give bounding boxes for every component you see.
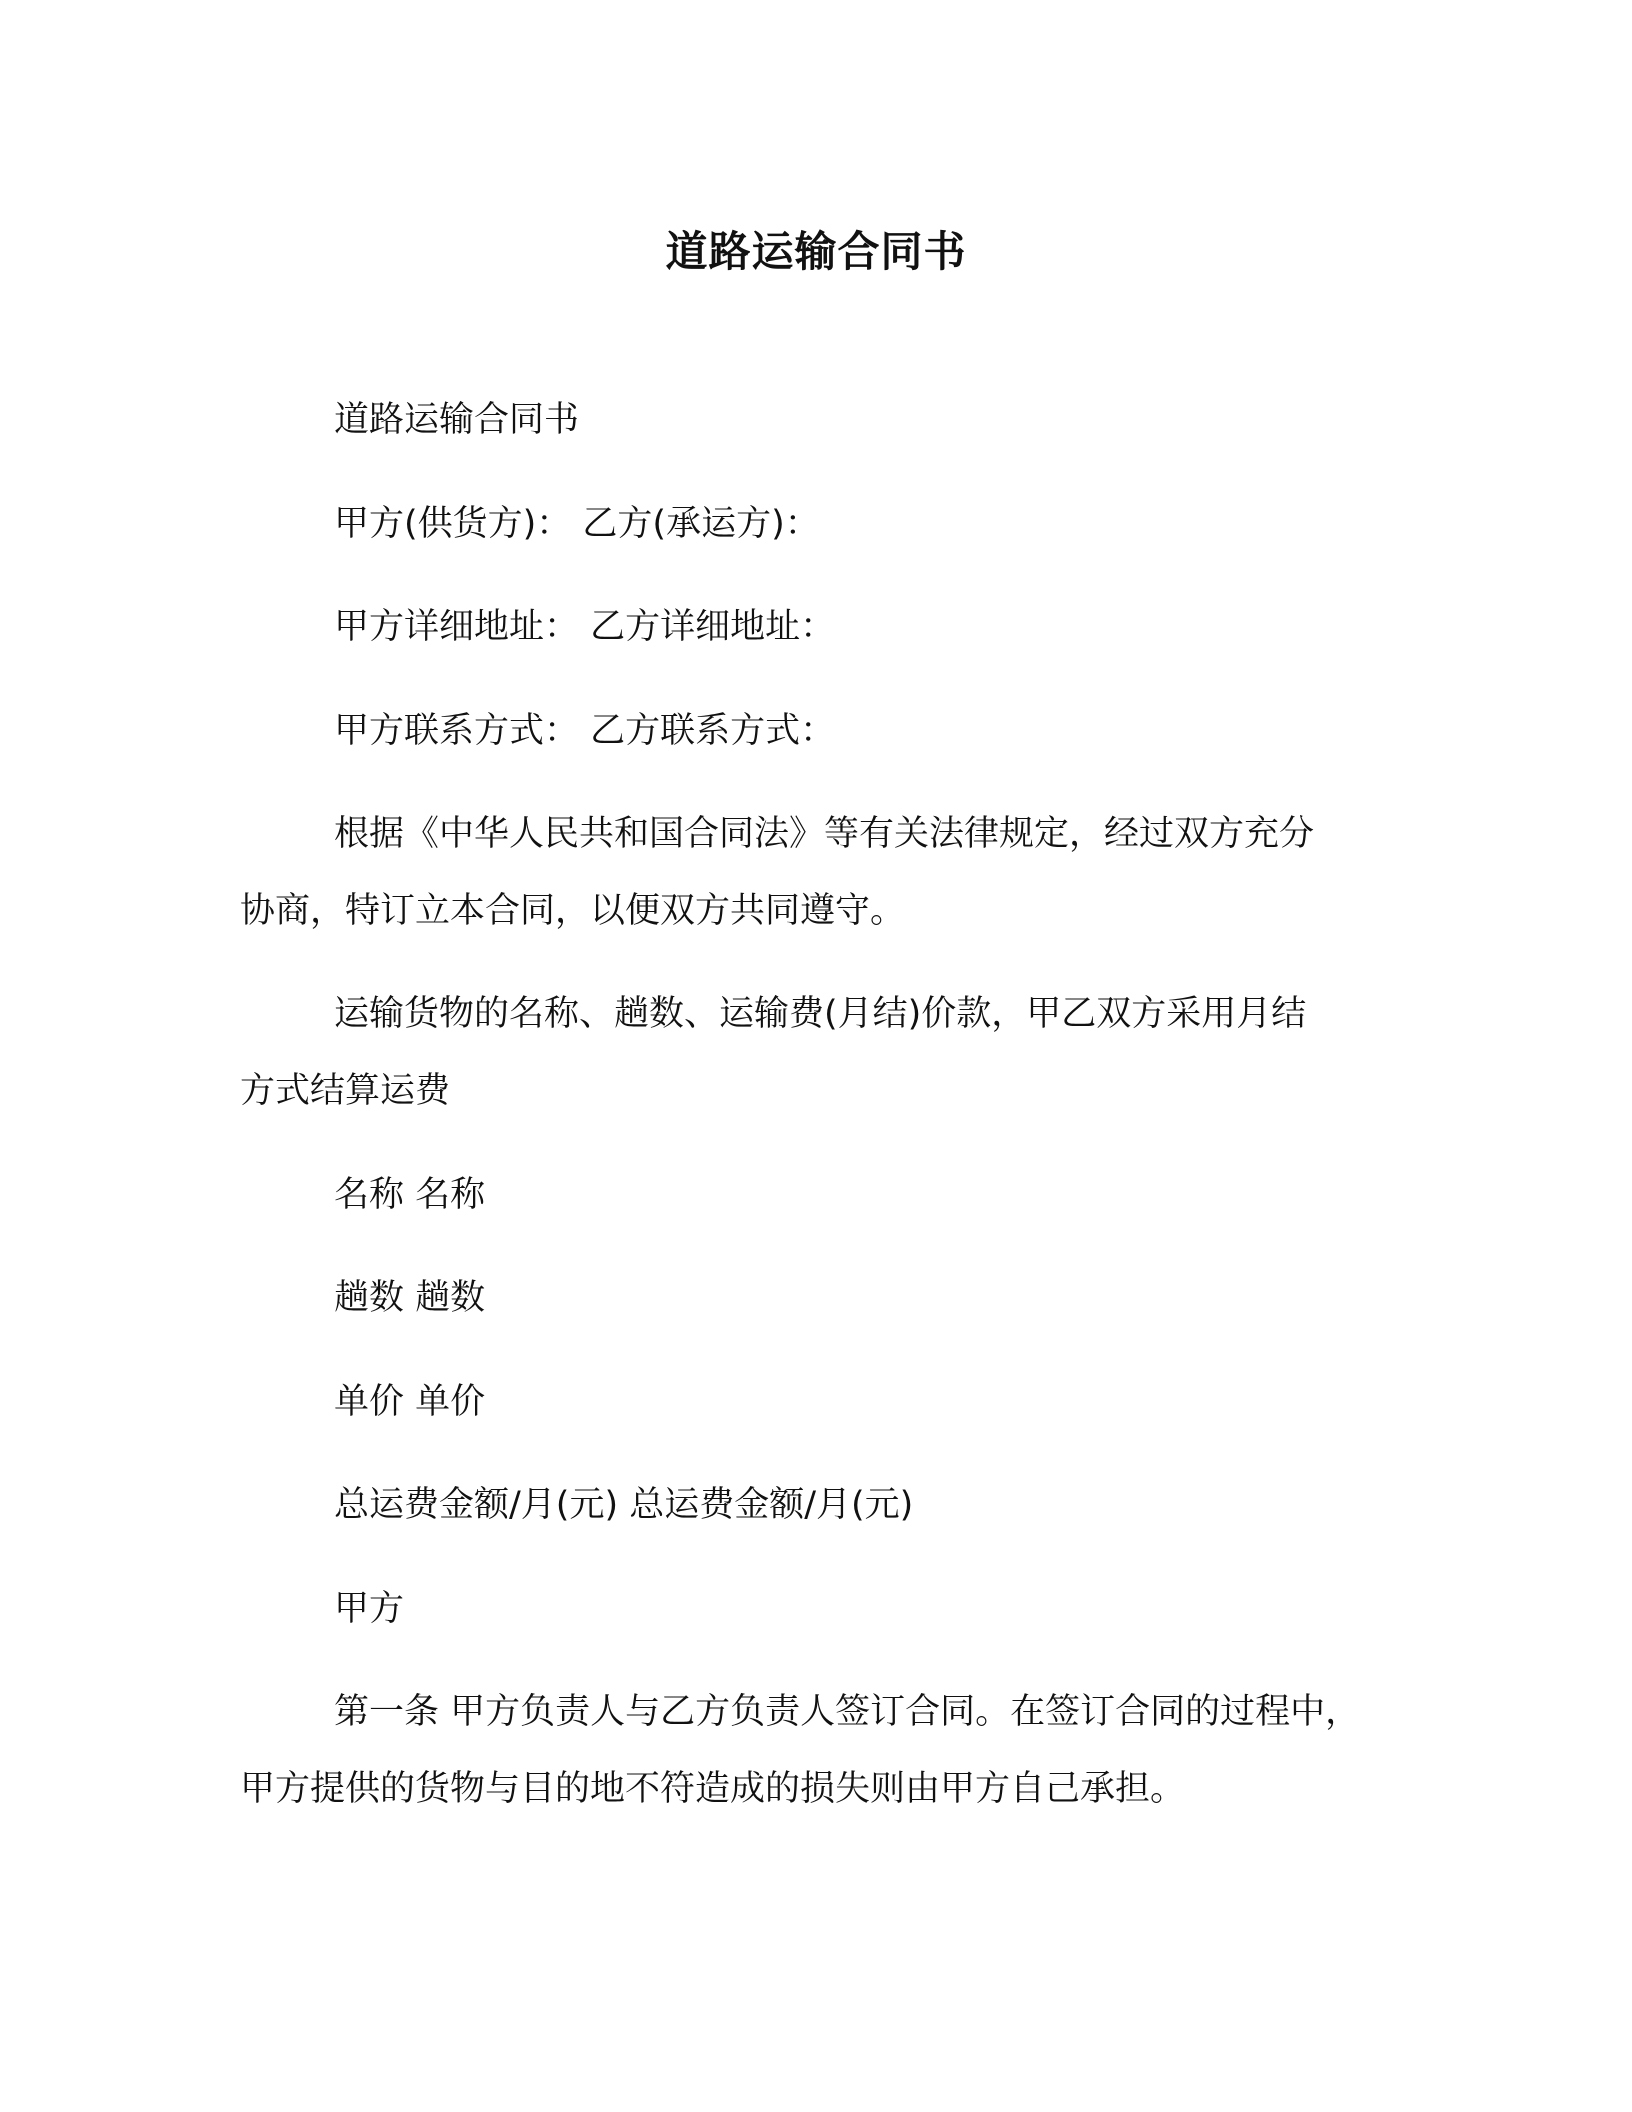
- address-line: 甲方详细地址： 乙方详细地址：: [334, 607, 836, 647]
- party-a-line: 甲方: [334, 1589, 405, 1629]
- contact-line: 甲方联系方式： 乙方联系方式：: [334, 711, 836, 751]
- name-field-line: 名称 名称: [334, 1175, 486, 1215]
- trips-field-line: 趟数 趟数: [334, 1278, 486, 1318]
- goods-info-line-2: 方式结算运费: [240, 1071, 451, 1111]
- article-one-line-1: 第一条 甲方负责人与乙方负责人签订合同。在签订合同的过程中，: [334, 1692, 1361, 1732]
- goods-info-line-1: 运输货物的名称、趟数、运输费(月结)价款，甲乙双方采用月结: [334, 994, 1307, 1034]
- contract-heading-line: 道路运输合同书: [334, 400, 580, 440]
- legal-basis-line-1: 根据《中华人民共和国合同法》等有关法律规定，经过双方充分: [334, 814, 1315, 854]
- article-one-line-2: 甲方提供的货物与目的地不符造成的损失则由甲方自己承担。: [240, 1769, 1186, 1809]
- document-title: 道路运输合同书: [665, 227, 967, 276]
- total-freight-field-line: 总运费金额/月(元) 总运费金额/月(元): [334, 1485, 914, 1525]
- parties-line: 甲方(供货方)： 乙方(承运方)：: [334, 504, 820, 544]
- unit-price-field-line: 单价 单价: [334, 1382, 486, 1422]
- legal-basis-line-2: 协商，特订立本合同，以便双方共同遵守。: [240, 891, 906, 931]
